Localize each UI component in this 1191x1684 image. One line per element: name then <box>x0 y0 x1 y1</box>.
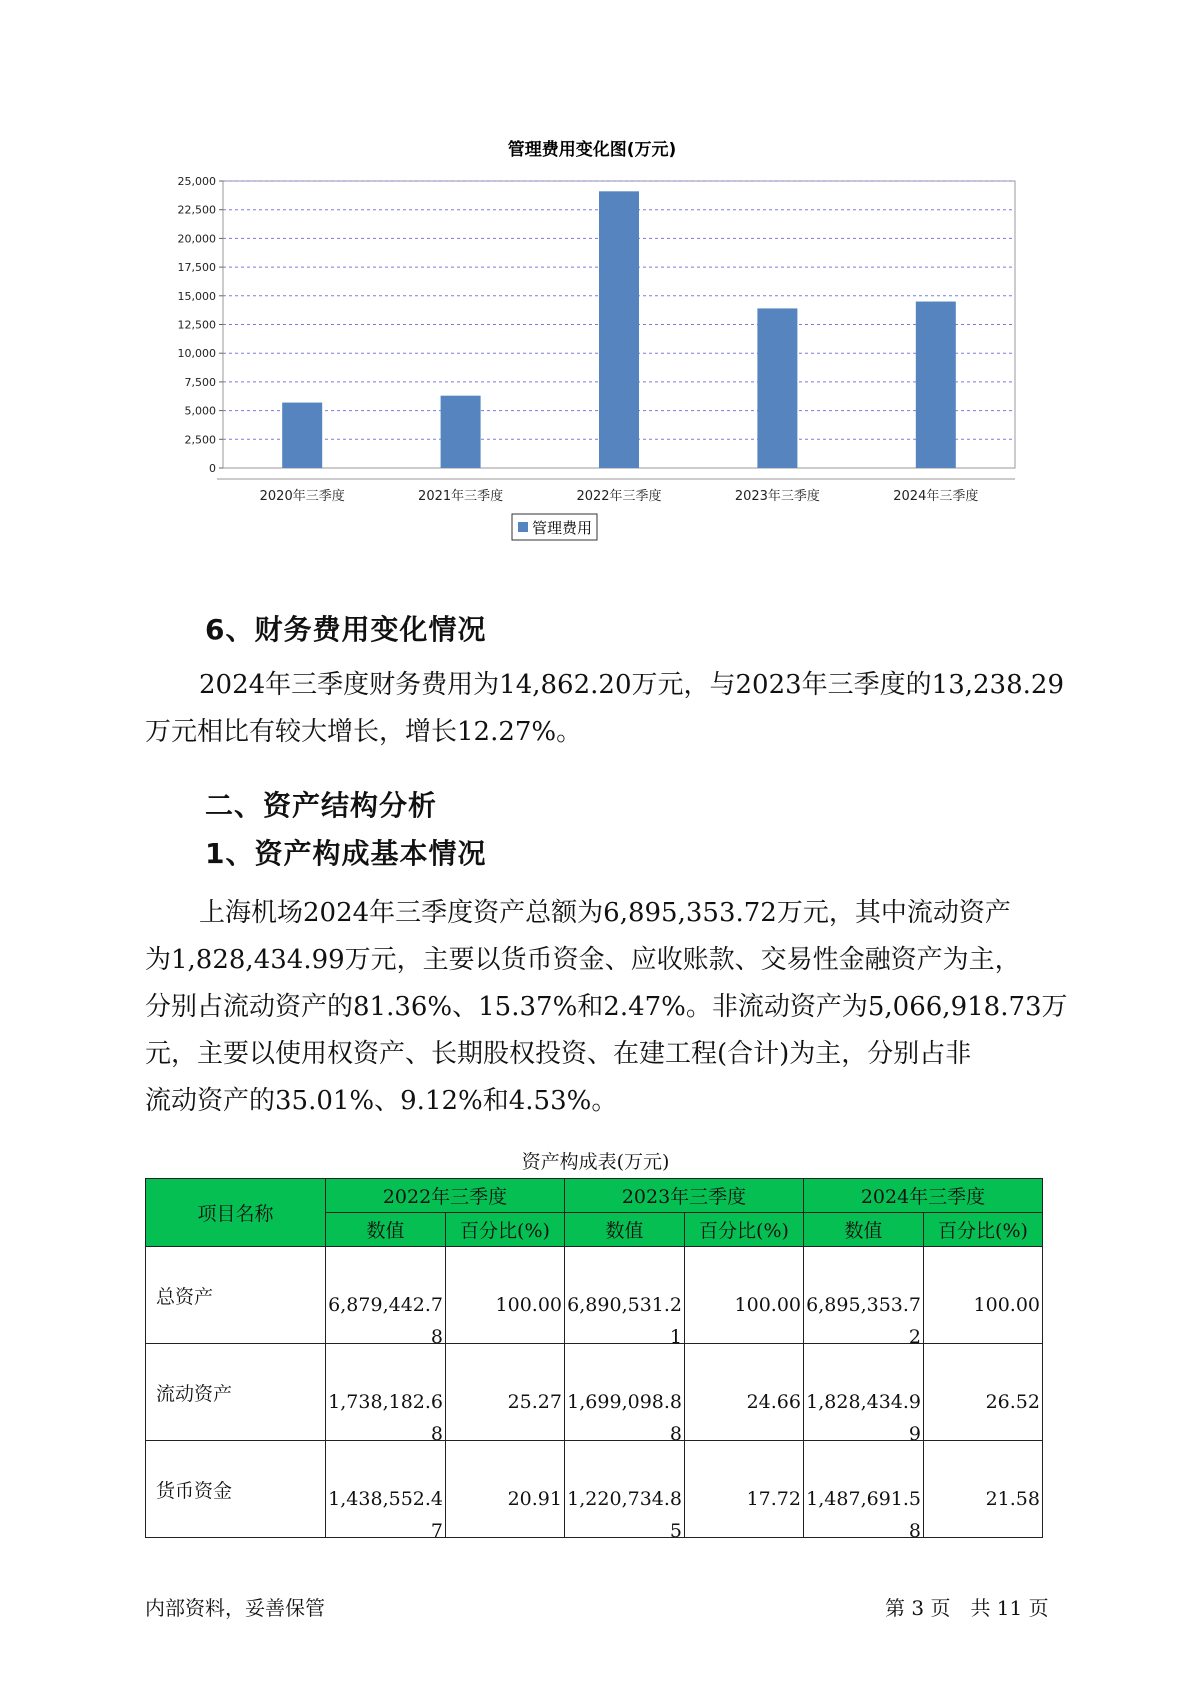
value-text: 6,890,531.21 <box>567 1294 682 1348</box>
value-cell <box>326 1344 446 1445</box>
percent-text: 100.00 <box>734 1294 801 1316</box>
percent-cell <box>924 1344 1043 1441</box>
percent-text: 17.72 <box>746 1488 801 1510</box>
value-text: 6,879,442.78 <box>328 1294 443 1348</box>
paragraph-line: 流动资产的35.01%、9.12%和4.53%。 <box>145 1086 618 1116</box>
percent-text: 26.52 <box>985 1391 1040 1413</box>
y-tick-label: 17,500 <box>177 261 216 275</box>
table-caption: 资产构成表(万元) <box>521 1151 670 1173</box>
percent-cell <box>446 1441 565 1538</box>
percent-text: 100.00 <box>973 1294 1040 1316</box>
chart-legend <box>512 514 597 540</box>
bar <box>282 403 322 468</box>
bar <box>599 191 639 468</box>
footer-page-number: 第 3 页 共 11 页 <box>885 1596 1049 1620</box>
y-tick-label: 22,500 <box>177 203 216 217</box>
table-row <box>146 1247 1043 1344</box>
value-header: 数值 <box>326 1213 446 1247</box>
paragraph-line: 分别占流动资产的81.36%、15.37%和2.47%。非流动资产为5,066,918.73万 <box>145 992 1068 1022</box>
section-heading-asset-structure: 二、资产结构分析 <box>205 789 438 822</box>
row-name: 流动资产 <box>146 1344 326 1441</box>
value-text: 1,487,691.58 <box>806 1488 921 1542</box>
percent-cell <box>446 1344 565 1441</box>
row-name: 总资产 <box>146 1247 326 1344</box>
bar <box>441 396 481 468</box>
paragraph-line: 元，主要以使用权资产、长期股权投资、在建工程(合计)为主，分别占非 <box>145 1039 972 1069</box>
value-text: 1,220,734.85 <box>567 1488 682 1542</box>
y-tick-label: 12,500 <box>177 318 216 332</box>
value-text: 1,438,552.47 <box>328 1488 443 1542</box>
asset-composition-paragraph <box>145 890 1068 1125</box>
percent-cell <box>446 1247 565 1344</box>
percent-cell <box>685 1344 804 1441</box>
y-tick-label: 25,000 <box>177 175 216 188</box>
x-tick-label: 2022年三季度 <box>576 489 662 504</box>
x-tick-label: 2023年三季度 <box>734 489 820 504</box>
management-expense-bar-chart <box>150 138 1030 598</box>
x-tick-label: 2020年三季度 <box>259 489 345 504</box>
percent-cell <box>924 1247 1043 1344</box>
period-header: 2022年三季度 <box>326 1179 565 1213</box>
subsection-heading-asset-composition: 1、资产构成基本情况 <box>205 837 487 870</box>
y-tick-label: 20,000 <box>177 232 216 246</box>
paragraph-line: 2024年三季度财务费用为14,862.20万元，与2023年三季度的13,238.29 <box>199 670 1064 700</box>
percent-cell <box>924 1441 1043 1538</box>
table-row <box>146 1441 1043 1538</box>
percent-header: 百分比(%) <box>924 1213 1043 1247</box>
legend-swatch <box>518 522 528 532</box>
chart-y-tick-labels <box>178 175 224 475</box>
y-tick-label: 15,000 <box>177 289 216 303</box>
bar <box>916 302 956 468</box>
percent-header: 百分比(%) <box>446 1213 565 1247</box>
chart-x-tick-labels <box>260 488 979 504</box>
value-cell <box>326 1441 446 1542</box>
finance-expense-paragraph <box>145 662 1063 756</box>
percent-cell <box>685 1247 804 1344</box>
y-tick-label: 10,000 <box>177 347 216 361</box>
value-cell <box>326 1247 446 1348</box>
percent-text: 100.00 <box>495 1294 562 1316</box>
percent-text: 24.66 <box>746 1391 801 1413</box>
percent-text: 21.58 <box>985 1488 1040 1510</box>
percent-cell <box>685 1441 804 1538</box>
footer-confidential-note: 内部资料，妥善保管 <box>145 1596 325 1620</box>
value-header: 数值 <box>804 1213 924 1247</box>
section-heading-finance-expense: 6、财务费用变化情况 <box>205 613 487 646</box>
percent-text: 25.27 <box>507 1391 562 1413</box>
period-header: 2024年三季度 <box>804 1179 1043 1213</box>
legend-label: 管理费用 <box>532 519 593 537</box>
value-cell <box>565 1441 685 1542</box>
asset-composition-table <box>145 1178 1043 1542</box>
value-text: 1,738,182.68 <box>328 1391 443 1445</box>
x-tick-label: 2021年三季度 <box>418 489 504 504</box>
paragraph-line: 上海机场2024年三季度资产总额为6,895,353.72万元，其中流动资产 <box>199 898 1011 928</box>
period-header: 2023年三季度 <box>565 1179 804 1213</box>
table-row <box>146 1344 1043 1441</box>
paragraph-line: 万元相比有较大增长，增长12.27%。 <box>145 717 583 747</box>
chart-title: 管理费用变化图(万元) <box>507 140 677 160</box>
value-cell <box>565 1247 685 1348</box>
value-cell <box>565 1344 685 1445</box>
x-tick-label: 2024年三季度 <box>893 489 979 504</box>
y-tick-label: 5,000 <box>184 404 216 418</box>
value-cell <box>804 1247 924 1348</box>
percent-header: 百分比(%) <box>685 1213 804 1247</box>
value-header: 数值 <box>565 1213 685 1247</box>
paragraph-line: 为1,828,434.99万元，主要以货币资金、应收账款、交易性金融资产为主， <box>145 945 1021 975</box>
value-text: 1,699,098.88 <box>567 1391 682 1445</box>
value-text: 6,895,353.72 <box>806 1294 921 1348</box>
y-tick-label: 0 <box>209 462 216 475</box>
bar <box>757 308 797 468</box>
y-tick-label: 7,500 <box>184 375 216 389</box>
percent-text: 20.91 <box>507 1488 562 1510</box>
value-cell <box>804 1441 924 1542</box>
row-name: 货币资金 <box>146 1441 326 1538</box>
item-name-header: 项目名称 <box>146 1179 326 1247</box>
y-tick-label: 2,500 <box>184 433 216 447</box>
value-cell <box>804 1344 924 1445</box>
value-text: 1,828,434.99 <box>806 1391 921 1445</box>
